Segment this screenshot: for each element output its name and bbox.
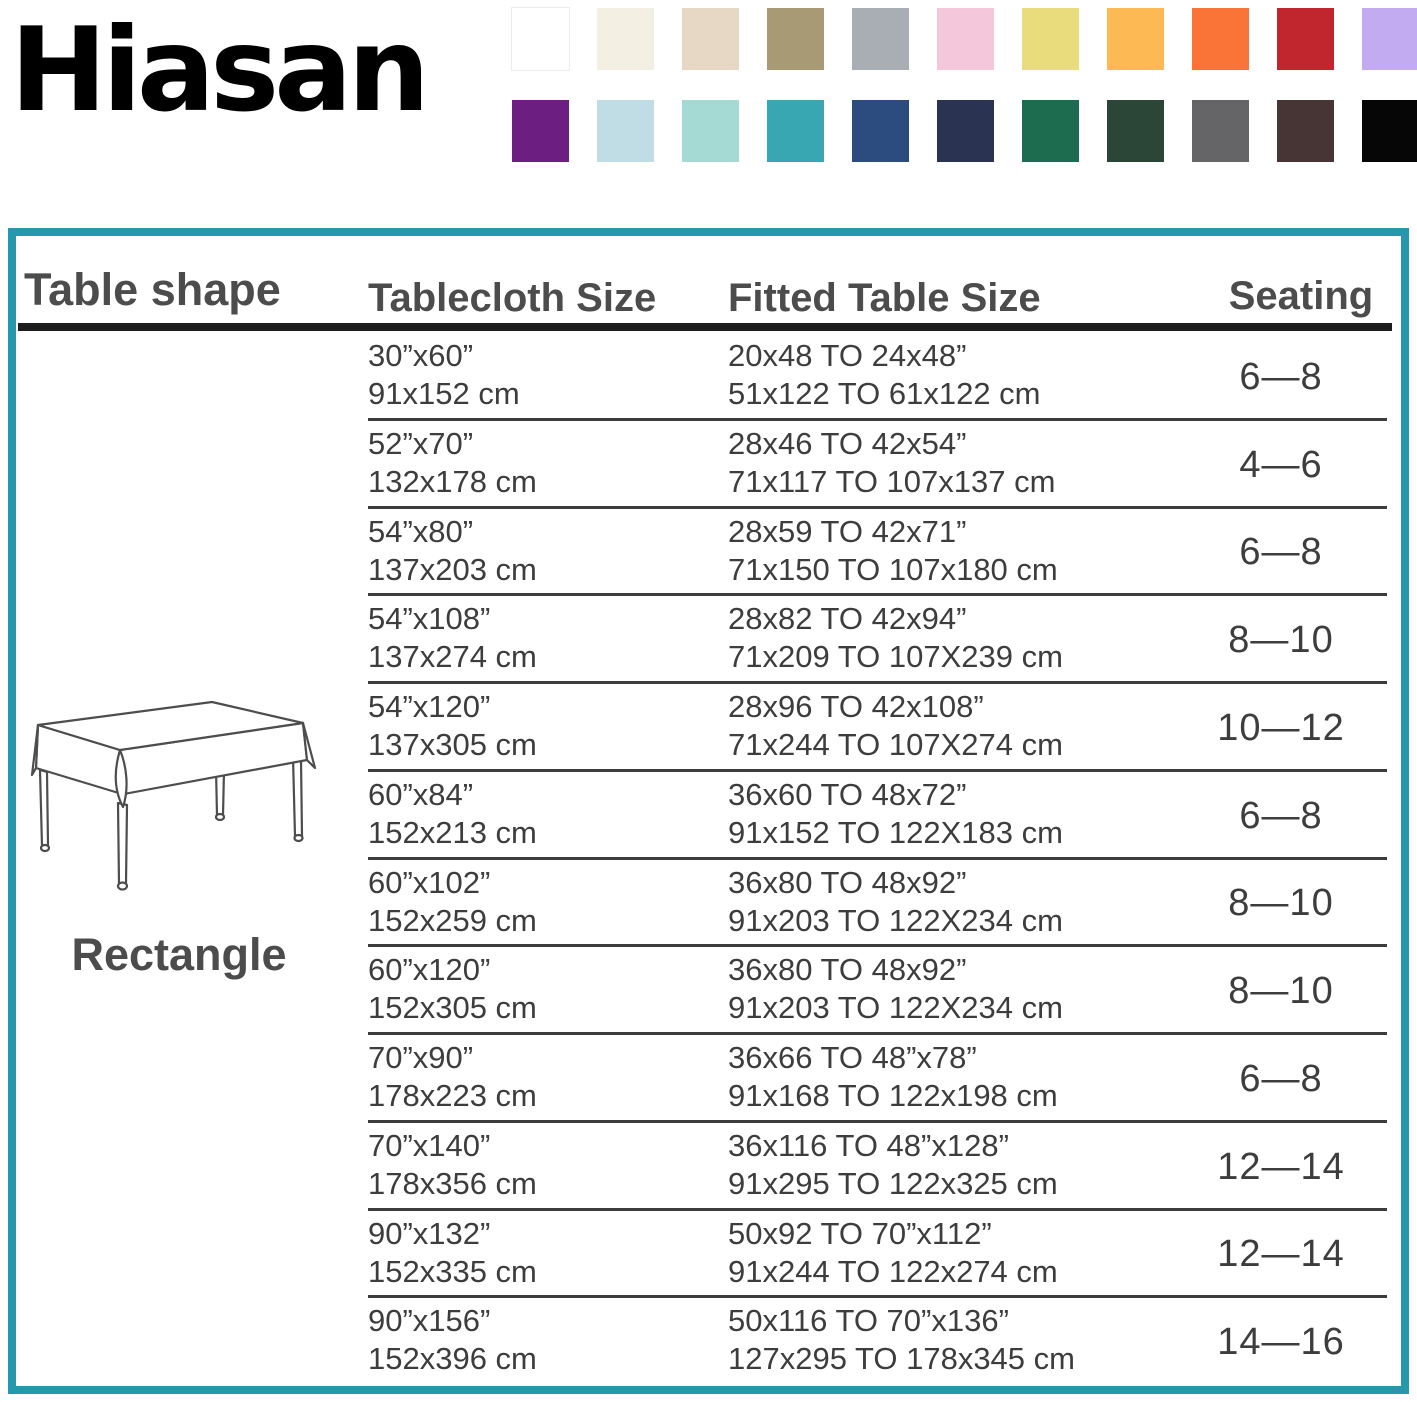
- color-swatch-yellow: [1022, 8, 1079, 70]
- seating-capacity: 6—8: [1239, 531, 1323, 574]
- size-chart-frame: [8, 228, 1409, 1394]
- tablecloth-size-inches: 54”x80”: [368, 513, 474, 549]
- fitted-size-inches: 50x92 TO 70”x112”: [728, 1215, 992, 1251]
- column-header-tablecloth-size: Tablecloth Size: [368, 276, 657, 320]
- fitted-size-inches: 20x48 TO 24x48”: [728, 338, 967, 373]
- seating-capacity: 4—6: [1239, 443, 1323, 486]
- fitted-size-inches: 36x116 TO 48”x128”: [728, 1127, 1009, 1163]
- tablecloth-size-cm: 152x335 cm: [368, 1253, 537, 1289]
- size-chart-row: [16, 1035, 1401, 1123]
- seating-capacity: 6—8: [1239, 355, 1323, 398]
- fitted-size-cm: 71x150 TO 107x180 cm: [728, 551, 1058, 587]
- fitted-size-cm: 71x117 TO 107x137 cm: [728, 463, 1056, 499]
- fitted-size-cm: 71x244 TO 107X274 cm: [728, 727, 1063, 762]
- fitted-size-inches: 50x116 TO 70”x136”: [728, 1303, 1009, 1339]
- seating-capacity: 12—14: [1217, 1145, 1345, 1188]
- fitted-size-cm: 91x203 TO 122X234 cm: [728, 990, 1063, 1026]
- tablecloth-size-inches: 60”x84”: [368, 776, 474, 812]
- color-swatch-purple: [512, 100, 569, 162]
- seating-capacity: 6—8: [1239, 1057, 1323, 1100]
- color-swatch-ivory: [597, 8, 654, 70]
- tablecloth-size-inches: 90”x132”: [368, 1215, 491, 1251]
- color-swatch-gold: [1107, 8, 1164, 70]
- tablecloth-size-cm: 152x259 cm: [368, 902, 537, 938]
- fitted-size-cm: 91x168 TO 122x198 cm: [728, 1078, 1058, 1113]
- color-swatch-black: [1362, 100, 1417, 162]
- fitted-size-cm: 71x209 TO 107X239 cm: [728, 639, 1063, 675]
- color-swatch-row-bottom: [512, 100, 1417, 162]
- color-swatch-dark-gray: [1192, 100, 1249, 162]
- color-swatch-brown: [1277, 100, 1334, 162]
- tablecloth-size-inches: 52”x70”: [368, 425, 474, 461]
- color-swatch-aqua: [682, 100, 739, 162]
- color-swatch-dark-navy: [937, 100, 994, 162]
- tablecloth-size-inches: 60”x120”: [368, 952, 491, 988]
- color-swatch-lavender: [1362, 8, 1417, 70]
- size-chart-row: [16, 509, 1401, 597]
- tablecloth-size-cm: 178x223 cm: [368, 1078, 537, 1113]
- color-swatch-green: [1022, 100, 1079, 162]
- color-swatch-beige: [682, 8, 739, 70]
- color-swatch-gray: [852, 8, 909, 70]
- color-swatch-taupe: [767, 8, 824, 70]
- tablecloth-size-inches: 54”x120”: [368, 689, 491, 724]
- column-header-fitted-table-size: Fitted Table Size: [728, 276, 1041, 320]
- color-swatch-pink: [937, 8, 994, 70]
- rectangle-table-illustration: [30, 695, 340, 905]
- color-swatch-red: [1277, 8, 1334, 70]
- color-swatch-white: [512, 8, 569, 70]
- color-swatch-teal: [767, 100, 824, 162]
- tablecloth-size-cm: 152x213 cm: [368, 814, 537, 850]
- column-header-table-shape: Table shape: [24, 264, 281, 315]
- fitted-size-inches: 28x96 TO 42x108”: [728, 689, 984, 724]
- tablecloth-size-cm: 137x274 cm: [368, 639, 537, 675]
- seating-capacity: 8—10: [1228, 619, 1334, 662]
- tablecloth-size-cm: 152x396 cm: [368, 1341, 537, 1377]
- color-swatch-navy: [852, 100, 909, 162]
- seating-capacity: 8—10: [1228, 970, 1334, 1013]
- fitted-size-inches: 36x60 TO 48x72”: [728, 776, 967, 812]
- tablecloth-size-cm: 91x152 cm: [368, 376, 520, 411]
- tablecloth-size-inches: 60”x102”: [368, 864, 491, 900]
- tablecloth-size-inches: 70”x90”: [368, 1040, 474, 1075]
- color-swatch-light-blue: [597, 100, 654, 162]
- tablecloth-size-inches: 90”x156”: [368, 1303, 491, 1339]
- tablecloth-size-cm: 178x356 cm: [368, 1165, 537, 1201]
- fitted-size-inches: 36x80 TO 48x92”: [728, 864, 967, 900]
- seating-capacity: 10—12: [1217, 706, 1345, 749]
- tablecloth-size-inches: 30”x60”: [368, 338, 474, 373]
- fitted-size-inches: 28x82 TO 42x94”: [728, 601, 967, 637]
- header-divider-rule: [18, 323, 1392, 331]
- size-chart-row: [16, 333, 1401, 421]
- color-swatch-row-top: [512, 8, 1417, 70]
- seating-capacity: 14—16: [1217, 1321, 1345, 1364]
- color-swatch-dark-green: [1107, 100, 1164, 162]
- fitted-size-inches: 36x80 TO 48x92”: [728, 952, 967, 988]
- fitted-size-inches: 28x46 TO 42x54”: [728, 425, 967, 461]
- tablecloth-size-cm: 137x305 cm: [368, 727, 537, 762]
- fitted-size-cm: 91x295 TO 122x325 cm: [728, 1165, 1058, 1201]
- seating-capacity: 12—14: [1217, 1233, 1345, 1276]
- fitted-size-cm: 91x244 TO 122x274 cm: [728, 1253, 1058, 1289]
- seating-capacity: 8—10: [1228, 882, 1334, 925]
- size-chart-row: [16, 1211, 1401, 1299]
- tablecloth-size-cm: 132x178 cm: [368, 463, 537, 499]
- column-header-seating: Seating: [1228, 274, 1374, 318]
- seating-capacity: 6—8: [1239, 794, 1323, 837]
- tablecloth-size-inches: 70”x140”: [368, 1127, 491, 1163]
- size-chart-row: [16, 1123, 1401, 1211]
- fitted-size-cm: 51x122 TO 61x122 cm: [728, 376, 1041, 411]
- table-shape-name: Rectangle: [71, 929, 287, 980]
- fitted-size-cm: 91x152 TO 122X183 cm: [728, 814, 1063, 850]
- fitted-size-cm: 91x203 TO 122X234 cm: [728, 902, 1063, 938]
- fitted-size-inches: 28x59 TO 42x71”: [728, 513, 967, 549]
- fitted-size-inches: 36x66 TO 48”x78”: [728, 1040, 977, 1075]
- size-chart-row: [16, 1298, 1401, 1386]
- fitted-size-cm: 127x295 TO 178x345 cm: [728, 1341, 1075, 1377]
- size-chart-row: [16, 421, 1401, 509]
- tablecloth-size-inches: 54”x108”: [368, 601, 491, 637]
- brand-logo: Hiasan: [10, 3, 426, 138]
- tablecloth-size-cm: 152x305 cm: [368, 990, 537, 1026]
- size-chart-row: [16, 596, 1401, 684]
- color-swatch-orange: [1192, 8, 1249, 70]
- tablecloth-size-cm: 137x203 cm: [368, 551, 537, 587]
